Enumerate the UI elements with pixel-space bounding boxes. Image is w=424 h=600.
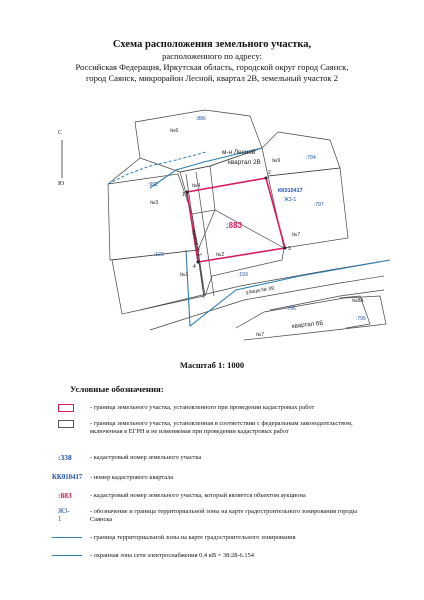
legend-title: Условные обозначения: [70, 384, 164, 394]
title-line-3: Российская Федерация, Иркутская область, городской округ город Саянск, [75, 62, 349, 72]
legend-text-6: - обозначение и граница территориальной зоны на карте градостроительного зонирования городы Саянска [90, 508, 358, 523]
south-label: Ю [58, 181, 65, 187]
label-n1: №1 [180, 272, 189, 278]
label-c123: :123 [154, 252, 164, 258]
parcel-n7 [268, 168, 348, 248]
label-n3: №3 [150, 200, 159, 206]
label-c992: :992 [148, 182, 158, 188]
zone-boundary-line [186, 250, 390, 326]
label-vertex-2: 2 [268, 170, 271, 176]
legend-text-8: - охранная зона сети электроснабжения 0,4 кВ = 38:28-6.154 [90, 552, 254, 559]
page-title: Схема расположения земельного участка, [112, 39, 312, 50]
power-protection-zone [108, 152, 206, 184]
title-block [0, 38, 424, 84]
title-line-2: расположенного по адресу: [162, 51, 262, 61]
power-zone-swatch [52, 555, 82, 556]
label-quarter2: квартал 6Б [291, 319, 324, 330]
legend-text-4: - номер кадастрового квартала [90, 474, 174, 481]
street-line-1 [140, 262, 378, 310]
label-c886: :886 [196, 116, 206, 122]
label-kk: КК010417 [278, 188, 303, 194]
title-line-4: город Саянск, микрорайон Лесной, квартал 2В, земельный участок 2 [85, 73, 339, 83]
north-label: С [58, 130, 63, 136]
vertex-2 [265, 177, 268, 180]
label-vertex-4: 4 [193, 264, 196, 270]
label-passage: проезд № 3 [190, 229, 203, 257]
red-boundary-swatch [58, 404, 74, 412]
vertex-4 [197, 261, 200, 264]
label-quarter: квартал 2В [228, 159, 261, 166]
label-n9: №9 [272, 158, 281, 164]
vertex-3 [284, 247, 287, 250]
grey-boundary-swatch [58, 420, 74, 428]
legend-text-2: - граница земельного участка, установленная в соответствии с федеральным законодательством, включенная в ЕГРН и не изменяемая при проведении кадастровых работ [90, 420, 353, 435]
legend-text-5: - кадастровый номер земельного участка, который является объектом аукциона [90, 492, 306, 499]
cadastral-map [0, 100, 424, 350]
label-c797: :797 [314, 202, 324, 208]
label-c795: :795 [356, 316, 366, 322]
legend [52, 384, 382, 559]
label-district: м-н Лесной [222, 149, 256, 156]
zone-line-swatch [52, 537, 82, 538]
scale-label: Масштаб 1: 1000 [179, 360, 245, 370]
label-n4: №4 [192, 183, 201, 189]
legend-symbol-5: :883 [58, 491, 72, 500]
street-line-2 [150, 276, 384, 330]
label-n2: №2 [216, 252, 225, 258]
legend-symbol-4: КК010417 [52, 474, 83, 481]
vertex-1 [186, 191, 189, 194]
label-parcel: :883 [226, 221, 243, 230]
legend-symbol-6: Ж3-1 [58, 508, 70, 523]
label-vertex-1: 1 [182, 192, 185, 198]
label-n7b: №7 [256, 332, 265, 338]
legend-symbol-3: :338 [58, 453, 72, 462]
parcel-n1 [112, 250, 204, 314]
label-n8a: №8А [352, 298, 364, 304]
legend-text-1: - граница земельного участка, установленного при проведении кадастровых работ [90, 404, 315, 411]
label-c794: :794 [306, 155, 316, 161]
label-vertex-3: 3 [288, 246, 291, 252]
legend-text-7: - граница территориальной зоны на карте градостроительного зонирования [90, 534, 296, 541]
label-n6: №6 [170, 128, 179, 134]
label-n7a: №7 [292, 232, 301, 238]
legend-text-3: - кадастровый номер земельного участка [90, 454, 202, 461]
label-zone: Ж3-1 [284, 197, 297, 203]
label-c193: :193 [238, 272, 248, 278]
label-c796: :796 [286, 306, 296, 312]
label-street: улица № 39 [245, 285, 275, 296]
